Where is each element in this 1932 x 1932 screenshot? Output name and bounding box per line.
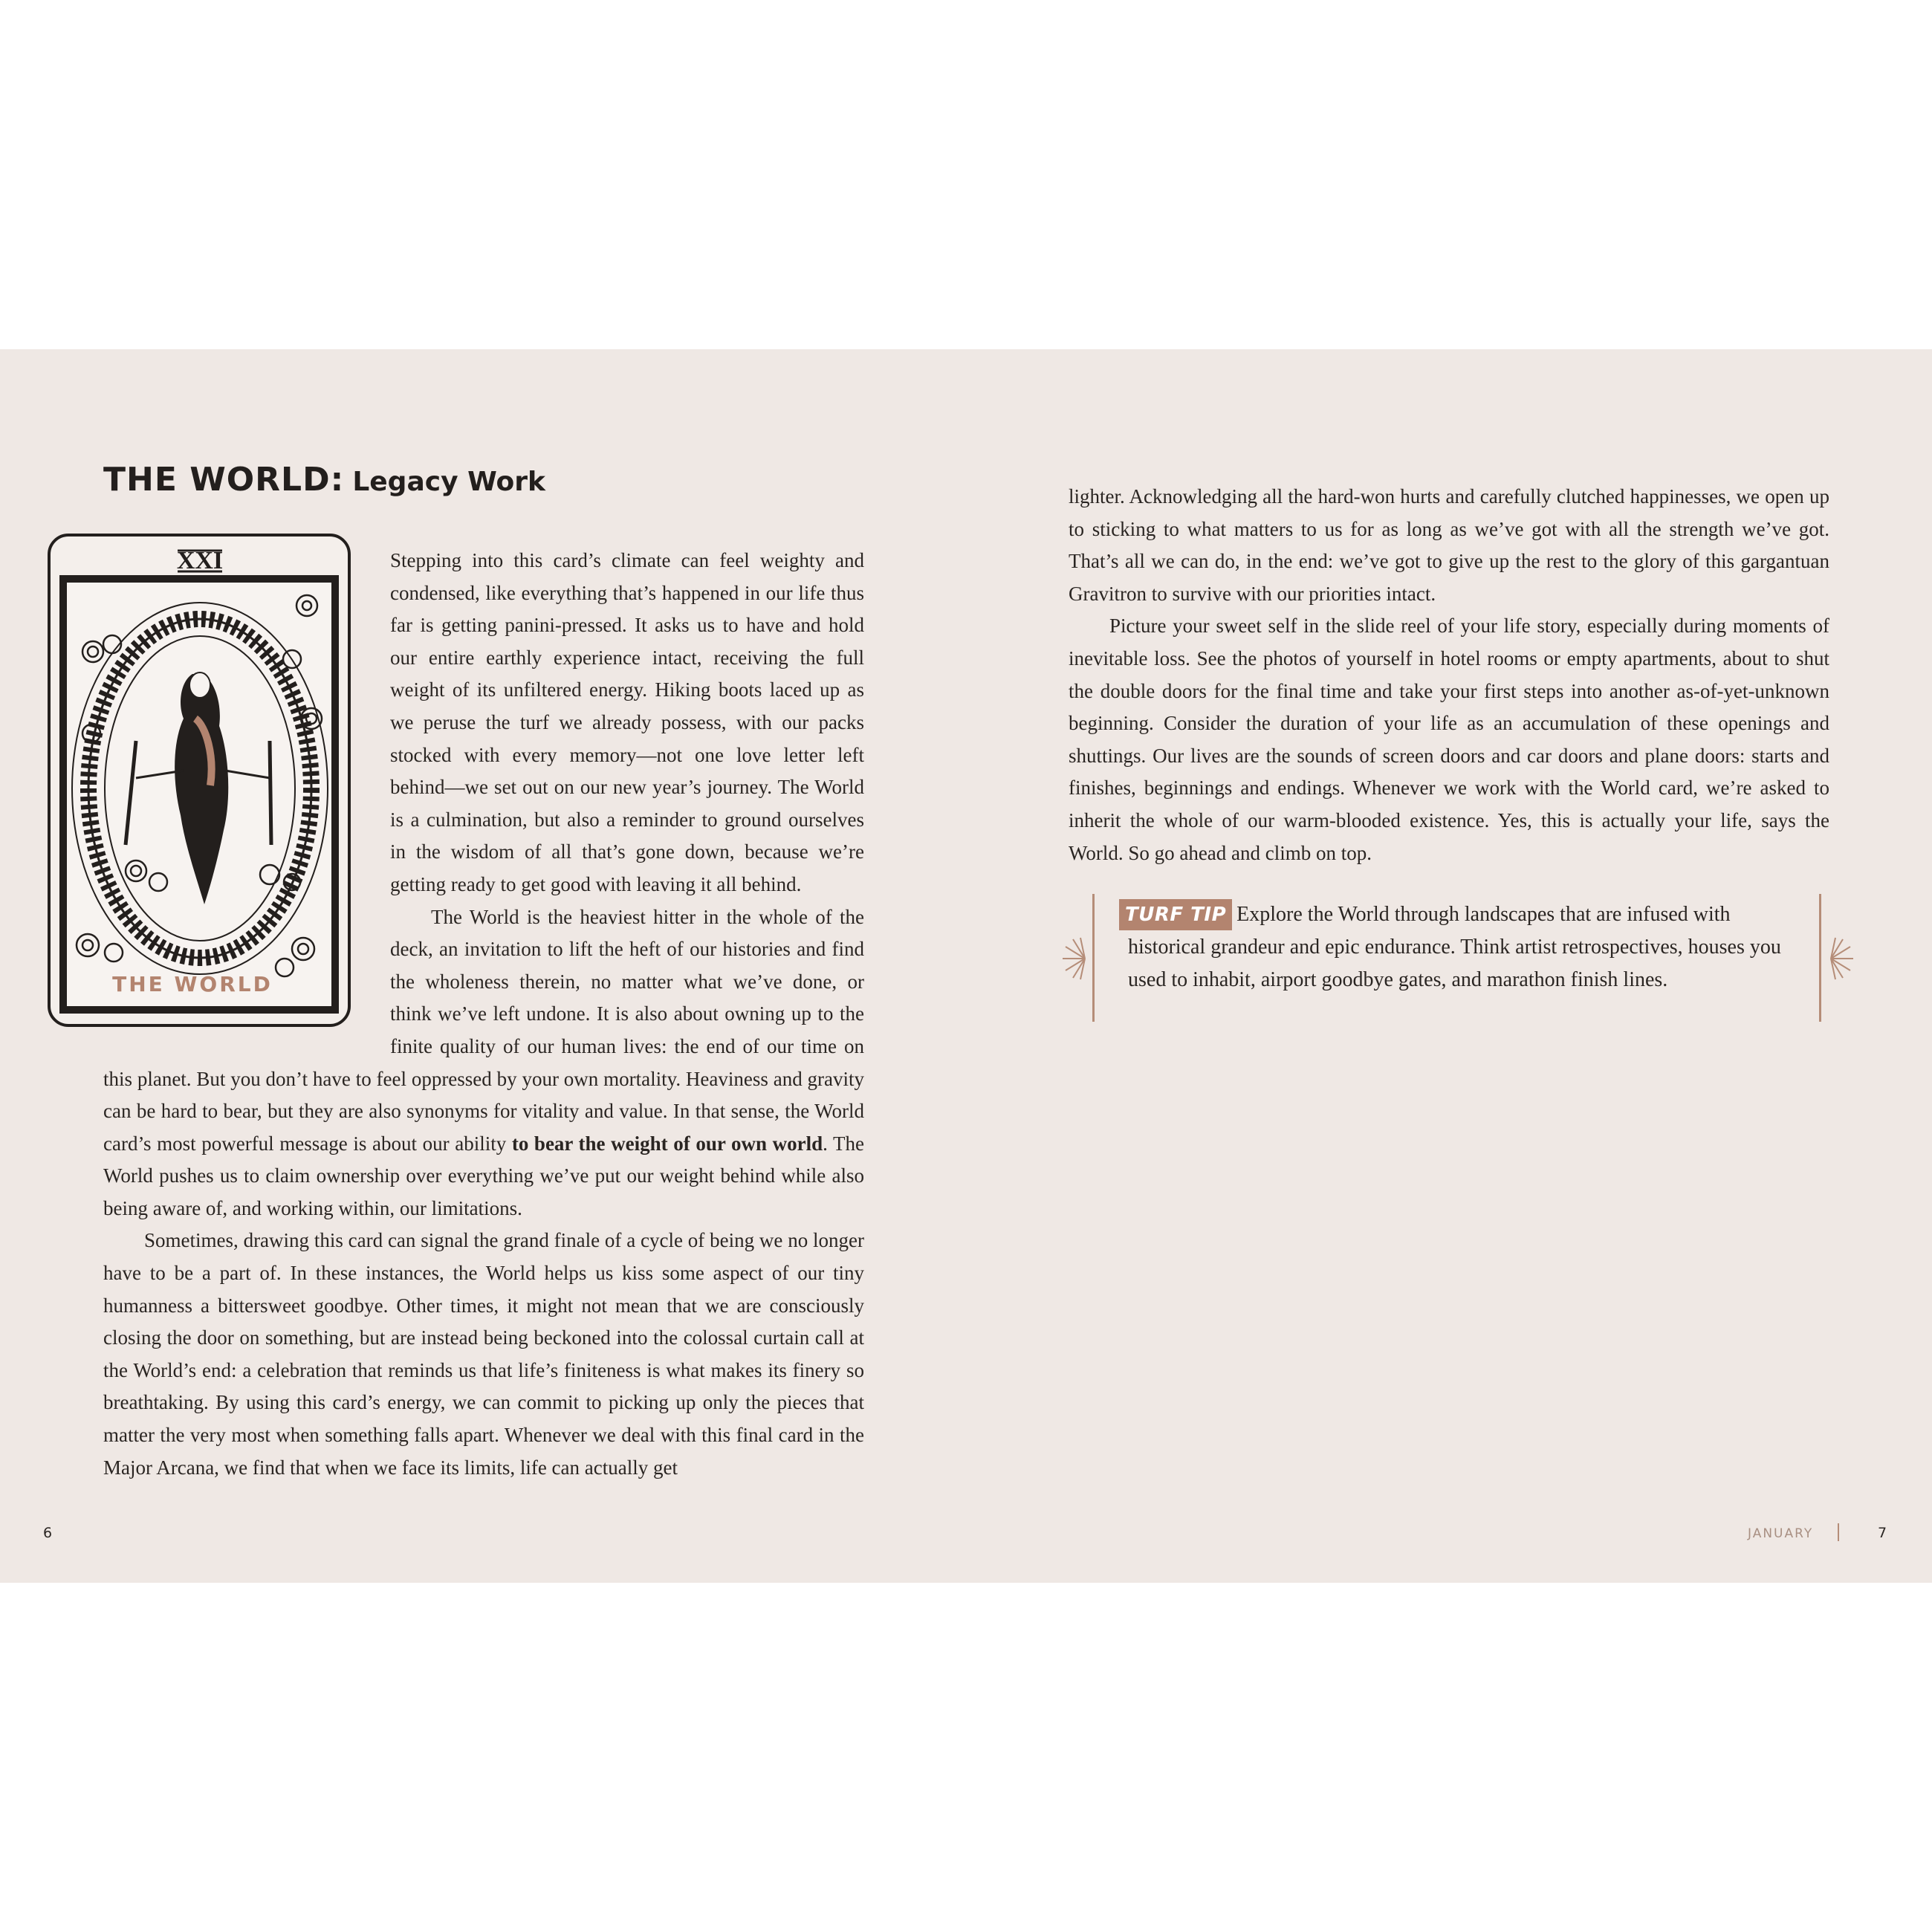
tip-rule-left: [1092, 894, 1095, 1022]
heading-title: THE WORLD:: [103, 461, 345, 499]
turf-tip-label: TURF TIP: [1119, 899, 1232, 930]
card-numeral: XXI: [176, 547, 224, 574]
running-head-divider: [1838, 1523, 1839, 1541]
left-paragraph-2-start: The World is the heaviest hitter in the whole of the deck, an invitation to lift the heft of our histories and find the wholeness therein, no matter what we’ve done, or think we’ve left undone. It is also about owning up to the finite quality of our human lives: the end of our time on this planet. But you don’t have to feel oppressed by your own mortality. Heaviness and gravity can be hard to bear, but they are also synonyms for vitality and value. In that sense, the World card’s most powerful message is about our ability: [103, 905, 864, 1155]
tip-rule-right: [1819, 894, 1821, 1022]
world-card-icon: [47, 533, 353, 1028]
emphasis-text: to bear the weight of our own world: [511, 1132, 823, 1155]
tarot-card-illustration: [47, 533, 353, 1028]
left-paragraph-3: Sometimes, drawing this card can signal the grand finale of a cycle of being we no longer have to be a part of. In these instances, the World helps us kiss some aspect of our tiny humanness a bittersweet goodbye. Other times, it might not mean that we are consciously closing the door on something, but are instead being beckoned into the colossal curtain call at the World’s end: a celebration that reminds us that life’s finiteness is what makes its finery so breathtaking. By using this card’s energy, we can commit to picking up only the pieces that matter the very most when something falls apart. Whenever we deal with this final card in the Major Arcana, we find that when we face its limits, life can actually get: [103, 1229, 864, 1479]
right-paragraph-2: Picture your sweet self in the slide reel of your life story, especially during moments of inevitable loss. See the photos of yourself in hotel rooms or empty apartments, about to shut the double doors for the final time and take your first steps into another as-of-yet-unknown beginning. Consider the duration of your life as an accumulation of these openings and shuttings. Our lives are the sounds of screen doors and car doors and plane doors: starts and finishes, beginnings and endings. Whenever we work with the World card, we’re asked to inherit the whole of our warm-blooded existence. Yes, this is actually your life, says the World. So go ahead and climb on top.: [1069, 615, 1829, 864]
right-paragraph-1: lighter. Acknowledging all the hard-won hurts and carefully clutched happinesses, we open up to sticking to what matters to us for as long as we’ve got with all the strength we’ve got. That’s all we can do, in the end: we’ve got to give up the rest to the glory of this gargantuan Gravitron to survive with our priorities intact.: [1069, 485, 1829, 605]
running-head: JANUARY: [1748, 1526, 1814, 1541]
turf-tip-box: [1061, 894, 1856, 1022]
sunburst-left-icon: [1061, 936, 1086, 981]
left-paragraph-2-end: . The World pushes us to claim ownership over everything we’ve put our weight behind while also being aware of, and working within, our limitations.: [103, 1132, 864, 1219]
right-page-text: [1069, 481, 1829, 869]
sunburst-right-icon: [1829, 936, 1855, 981]
card-name: THE WORLD: [112, 972, 273, 996]
tip-text: [1125, 898, 1797, 996]
left-page-text: [103, 545, 864, 1484]
section-heading: [103, 461, 545, 499]
left-paragraph-1: Stepping into this card’s climate can feel weighty and condensed, like everything that’s happened in our life thus far is getting panini-pressed. It asks us to have and hold our entire earthly experience intact, receiving the full weight of its unfiltered energy. Hiking boots laced up as we peruse the turf we already possess, with our packs stocked with every memory—not one love letter left behind—we set out on our new year’s journey. The World is a culmination, but also a reminder to ground ourselves in the wisdom of all that’s gone down, because we’re getting ready to get good with leaving it all behind.: [390, 549, 864, 895]
page-number-left: 6: [43, 1525, 53, 1541]
heading-subtitle: Legacy Work: [352, 467, 545, 497]
tip-body: Explore the World through landscapes that are infused with historical grandeur and epic endurance. Think artist retrospectives, houses you used to inhabit, airport goodbye gates, and marathon finish lines.: [1128, 903, 1781, 991]
book-spread: [0, 349, 1932, 1583]
page-number-right: 7: [1878, 1525, 1887, 1541]
